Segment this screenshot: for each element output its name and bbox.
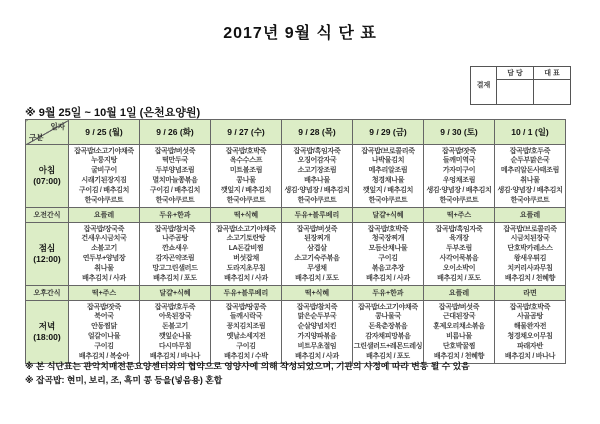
menu-cell-morning-snack-day5: 달걀+식혜: [353, 208, 424, 223]
menu-item: 들깨시락국: [229, 313, 263, 321]
menu-item: 생김·양념장 / 배추김치: [497, 186, 563, 194]
menu-item: 오이소박이: [442, 264, 476, 272]
menu-item: 들깨미역국: [442, 157, 476, 165]
menu-cell-lunch-day5: [353, 223, 424, 286]
menu-item: 깻잎지 / 배추김치: [220, 186, 272, 194]
corner-header-cell: [26, 120, 69, 145]
menu-item: 순두부맑은국: [510, 157, 550, 165]
menu-item: 사골곰탕: [517, 313, 543, 321]
menu-item: 다시마무침: [158, 342, 192, 350]
menu-item: 잡곡밥/호박죽: [367, 225, 409, 233]
footnote-grain-mix: ※ 잡곡밥: 현미, 보리, 조, 흑미 콩 등을(넣음용) 혼합: [25, 375, 223, 385]
menu-item: 아욱된장국: [158, 313, 192, 321]
menu-item: 삼겹살: [307, 245, 327, 253]
menu-cell-breakfast-day4: [282, 145, 353, 208]
corner-label-category: 구분: [29, 133, 44, 142]
menu-cell-dinner-day7: [495, 301, 566, 364]
menu-item: 배추김치 / 사과: [224, 274, 268, 282]
menu-item: 그린샐러드+레몬드레싱: [353, 342, 423, 350]
footnote-disclaimer: ※ 본 식단표는 관악치매전문요양센터와의 협약으로 영양사에 의해 작성되었으며, 기관의 사정에 따라 변동 될 수 있음: [25, 361, 470, 371]
meal-plan-table: [25, 119, 566, 364]
menu-item: 멸치마늘쫑볶음: [152, 177, 198, 184]
menu-item: 한국야쿠르트: [439, 196, 479, 204]
menu-cell-dinner-day2: [140, 301, 211, 364]
menu-item: 메추리알조림: [368, 167, 408, 175]
menu-item: 감자곤약조림: [155, 255, 195, 262]
menu-cell-lunch-day2: [140, 223, 211, 286]
menu-item: 두부조림: [446, 245, 472, 253]
approval-sign-cell-director: [534, 80, 571, 105]
menu-item: 배추김치 / 포도: [295, 274, 339, 282]
menu-item: 배추김치 / 복숭아: [78, 352, 130, 360]
menu-item: 소고기토란탕: [226, 235, 266, 243]
menu-item: 왕새우튀김: [513, 255, 547, 262]
menu-cell-afternoon-snack-day6: 요플레: [424, 286, 495, 301]
menu-item: 사각어묵볶음: [439, 255, 479, 262]
row-morning-snack: [26, 208, 566, 223]
row-label-lunch: 점심 (12:00): [26, 223, 69, 286]
menu-item: 도라지초무침: [226, 264, 266, 272]
menu-item: 배추김치 / 바나나: [504, 352, 556, 360]
menu-item: 잡곡밥/호두죽: [154, 303, 196, 311]
row-label-dinner: 저녁 (18:00): [26, 301, 69, 364]
menu-cell-afternoon-snack-day5: 두유+한과: [353, 286, 424, 301]
menu-cell-morning-snack-day1: 요플레: [69, 208, 140, 223]
menu-item: 소고기숙주볶음: [294, 255, 340, 262]
menu-item: 청경채오이무침: [507, 333, 553, 340]
day-header-5: 9 / 29 (금): [353, 120, 424, 145]
menu-item: 배추김치 / 사과: [82, 274, 126, 282]
menu-item: 미트볼조림: [229, 167, 263, 175]
menu-item: 구이김: [378, 255, 398, 262]
row-dinner: [26, 301, 566, 364]
menu-item: 잡곡밥/장국죽: [83, 225, 125, 233]
day-header-2: 9 / 26 (화): [140, 120, 211, 145]
approval-column-director: 대 표: [534, 67, 571, 80]
menu-item: 시금치된장국: [510, 235, 550, 243]
menu-item: 나박물김치: [371, 157, 405, 165]
menu-item: 비트무초절임: [297, 342, 337, 350]
day-header-row: [26, 120, 566, 145]
menu-item: 얼갈이나물: [87, 333, 121, 340]
menu-cell-breakfast-day2: [140, 145, 211, 208]
day-header-4: 9 / 28 (목): [282, 120, 353, 145]
menu-item: 모듬산채나물: [368, 245, 408, 253]
menu-item: 한국야쿠르트: [155, 196, 195, 204]
menu-item: 감자채피망볶음: [365, 333, 411, 340]
date-range-subtitle: ※ 9월 25일 ~ 10월 1일 (은천요양원): [25, 107, 201, 119]
menu-item: 한국야쿠르트: [368, 196, 408, 204]
menu-item: 우엉채조림: [442, 177, 476, 184]
menu-item: 돈육춘장볶음: [368, 323, 408, 331]
menu-item: 잡곡밥/흑임자죽: [293, 147, 341, 155]
menu-item: 두부양념조림: [155, 167, 195, 175]
menu-cell-breakfast-day7: [495, 145, 566, 208]
row-lunch: [26, 223, 566, 286]
menu-item: 근대된장국: [442, 313, 476, 321]
menu-item: 배추김치 / 사과: [295, 352, 339, 360]
menu-cell-morning-snack-day6: 떡+주스: [424, 208, 495, 223]
menu-item: 소고기장조림: [297, 167, 337, 175]
menu-cell-lunch-day1: [69, 223, 140, 286]
menu-item: 잡곡밥/호박죽: [225, 147, 267, 155]
menu-item: 깻잎지 / 배추김치: [362, 186, 414, 194]
menu-item: 단호박꿀찜: [442, 342, 476, 350]
menu-cell-dinner-day3: [211, 301, 282, 364]
menu-item: 된장찌개: [304, 235, 330, 243]
menu-item: 잡곡밥/호두죽: [509, 147, 551, 155]
menu-item: 버섯잡채: [233, 255, 259, 262]
menu-item: 청경채나물: [371, 177, 405, 184]
menu-item: 잡곡밥/잣죽: [442, 147, 476, 155]
menu-item: 꽁치김치조림: [226, 323, 266, 331]
menu-cell-lunch-day3: [211, 223, 282, 286]
menu-item: 취나물: [94, 264, 114, 272]
menu-item: 콩나물국: [375, 313, 401, 321]
menu-item: 구이김: [236, 342, 256, 350]
menu-item: 굴비구이: [91, 167, 117, 175]
menu-item: 비름나물: [446, 333, 472, 340]
menu-item: 옛날소세지전: [226, 333, 266, 340]
menu-item: 무생채: [307, 264, 327, 272]
menu-item: 돈불고기: [162, 323, 188, 331]
day-header-3: 9 / 27 (수): [211, 120, 282, 145]
menu-item: 깐쇼새우: [162, 245, 188, 253]
day-header-1: 9 / 25 (월): [69, 120, 140, 145]
menu-item: 한국야쿠르트: [84, 196, 124, 204]
menu-item: 잡곡밥/버섯죽: [154, 147, 196, 155]
menu-item: 잡곡밥/버섯죽: [438, 303, 480, 311]
page-title: 2017년 9월 식 단 표: [223, 25, 377, 42]
menu-item: 잡곡밥/흑임자죽: [435, 225, 483, 233]
menu-item: 연두부+양념장: [82, 255, 126, 262]
menu-item: 콩나물: [236, 177, 256, 184]
menu-item: 깻잎순나물: [158, 333, 192, 340]
menu-item: 한국야쿠르트: [226, 196, 266, 204]
approval-sign-cell-manager: [497, 80, 534, 105]
approval-label: 결재: [471, 67, 497, 105]
menu-item: 취나물: [520, 177, 540, 184]
menu-item: 생김·양념장 / 배추김치: [426, 186, 492, 194]
menu-item: 시래기된장지짐: [81, 177, 127, 184]
menu-item: 해물완자전: [513, 323, 547, 331]
menu-item: 배추김치 / 바나나: [149, 352, 201, 360]
menu-item: 잡곡밥/소고기야채죽: [358, 303, 418, 311]
menu-item: 건새우시금치국: [81, 235, 127, 243]
menu-item: 잡곡밥/소고기야채죽: [216, 225, 276, 233]
menu-item: 배추김치 / 사과: [366, 274, 410, 282]
menu-item: 잡곡밥/참치죽: [296, 303, 338, 311]
menu-cell-lunch-day7: [495, 223, 566, 286]
menu-item: 파래자반: [517, 342, 543, 350]
menu-item: 메추리알돈사태조림: [500, 167, 560, 175]
menu-cell-breakfast-day3: [211, 145, 282, 208]
menu-item: 치커리사과무침: [507, 264, 553, 272]
menu-item: 한국야쿠르트: [297, 196, 337, 204]
menu-cell-dinner-day6: [424, 301, 495, 364]
menu-item: 구이김 / 배추김치: [78, 186, 130, 194]
day-header-7: 10 / 1 (일): [495, 120, 566, 145]
menu-item: 잡곡밥/호박죽: [509, 303, 551, 311]
row-label-morning-snack: 오전간식: [26, 208, 69, 223]
menu-cell-dinner-day5: [353, 301, 424, 364]
menu-item: 소불고기: [91, 245, 117, 253]
menu-item: 육개장: [449, 235, 469, 243]
row-breakfast: [26, 145, 566, 208]
day-header-6: 9 / 30 (토): [424, 120, 495, 145]
menu-cell-afternoon-snack-day7: 라면: [495, 286, 566, 301]
menu-item: 청국장찌개: [371, 235, 405, 243]
menu-cell-afternoon-snack-day4: 떡+식혜: [282, 286, 353, 301]
menu-cell-lunch-day6: [424, 223, 495, 286]
menu-item: 구이김 / 배추김치: [149, 186, 201, 194]
menu-item: 배추김치 / 포도: [153, 274, 197, 282]
menu-item: 구이김: [94, 342, 114, 350]
menu-item: 볶음고추장: [371, 264, 405, 272]
menu-cell-morning-snack-day7: 요플레: [495, 208, 566, 223]
row-label-afternoon-snack: 오후간식: [26, 286, 69, 301]
menu-item: 잡곡밥/참치죽: [154, 225, 196, 233]
menu-item: 배추김치 / 포도: [366, 352, 410, 360]
menu-cell-morning-snack-day4: 두유+블루베리: [282, 208, 353, 223]
menu-cell-afternoon-snack-day1: 떡+주스: [69, 286, 140, 301]
menu-cell-dinner-day4: [282, 301, 353, 364]
menu-item: 순살양념치킨: [297, 323, 337, 331]
menu-item: 북어국: [94, 313, 114, 321]
approval-column-manager: 담 당: [497, 67, 534, 80]
menu-item: 맑은순두부국: [297, 313, 337, 321]
menu-item: LA돈갈비찜: [228, 245, 264, 253]
menu-item: 옥수수스프: [229, 157, 263, 165]
menu-item: 망고그린샐러드: [152, 264, 198, 272]
menu-item: 잡곡밥/브로콜리죽: [361, 147, 415, 155]
menu-item: 잡곡밥/소고기야채죽: [74, 147, 134, 155]
menu-item: 떡만두국: [162, 157, 188, 165]
menu-item: 배추김치 / 천혜향: [433, 352, 485, 360]
menu-cell-breakfast-day5: [353, 145, 424, 208]
menu-item: 잡곡밥/잣죽: [87, 303, 121, 311]
menu-cell-dinner-day1: [69, 301, 140, 364]
menu-item: 단호박카레소스: [507, 245, 553, 253]
menu-cell-morning-snack-day2: 두유+한과: [140, 208, 211, 223]
menu-item: 배추나물: [304, 177, 330, 184]
menu-item: 배추김치 / 포도: [437, 274, 481, 282]
menu-item: 잡곡밥/땅콩죽: [225, 303, 267, 311]
menu-item: 훈제오리채소볶음: [433, 323, 485, 331]
approval-box: [470, 66, 571, 105]
menu-item: 안동찜닭: [91, 323, 117, 331]
menu-cell-afternoon-snack-day3: 두유+블루베리: [211, 286, 282, 301]
menu-item: 오징어감자국: [297, 157, 337, 165]
menu-item: 잡곡밥/브로콜리죽: [503, 225, 557, 233]
menu-item: 누룽지탕: [91, 157, 117, 165]
menu-item: 나주곰탕: [162, 235, 188, 243]
menu-item: 가자미구이: [442, 167, 476, 175]
menu-item: 한국야쿠르트: [510, 196, 550, 204]
corner-label-date: 일자: [50, 122, 65, 131]
menu-cell-lunch-day4: [282, 223, 353, 286]
menu-cell-breakfast-day6: [424, 145, 495, 208]
menu-cell-afternoon-snack-day2: 달걀+식혜: [140, 286, 211, 301]
menu-item: 생김·양념장 / 배추김치: [284, 186, 350, 194]
menu-item: 잡곡밥/버섯죽: [296, 225, 338, 233]
row-afternoon-snack: [26, 286, 566, 301]
row-label-breakfast: 아침 (07:00): [26, 145, 69, 208]
menu-cell-morning-snack-day3: 떡+식혜: [211, 208, 282, 223]
menu-item: 배추김치 / 천혜향: [504, 274, 556, 282]
menu-item: 배추김치 / 수박: [224, 352, 268, 360]
menu-cell-breakfast-day1: [69, 145, 140, 208]
menu-item: 가지양파볶음: [297, 333, 337, 340]
